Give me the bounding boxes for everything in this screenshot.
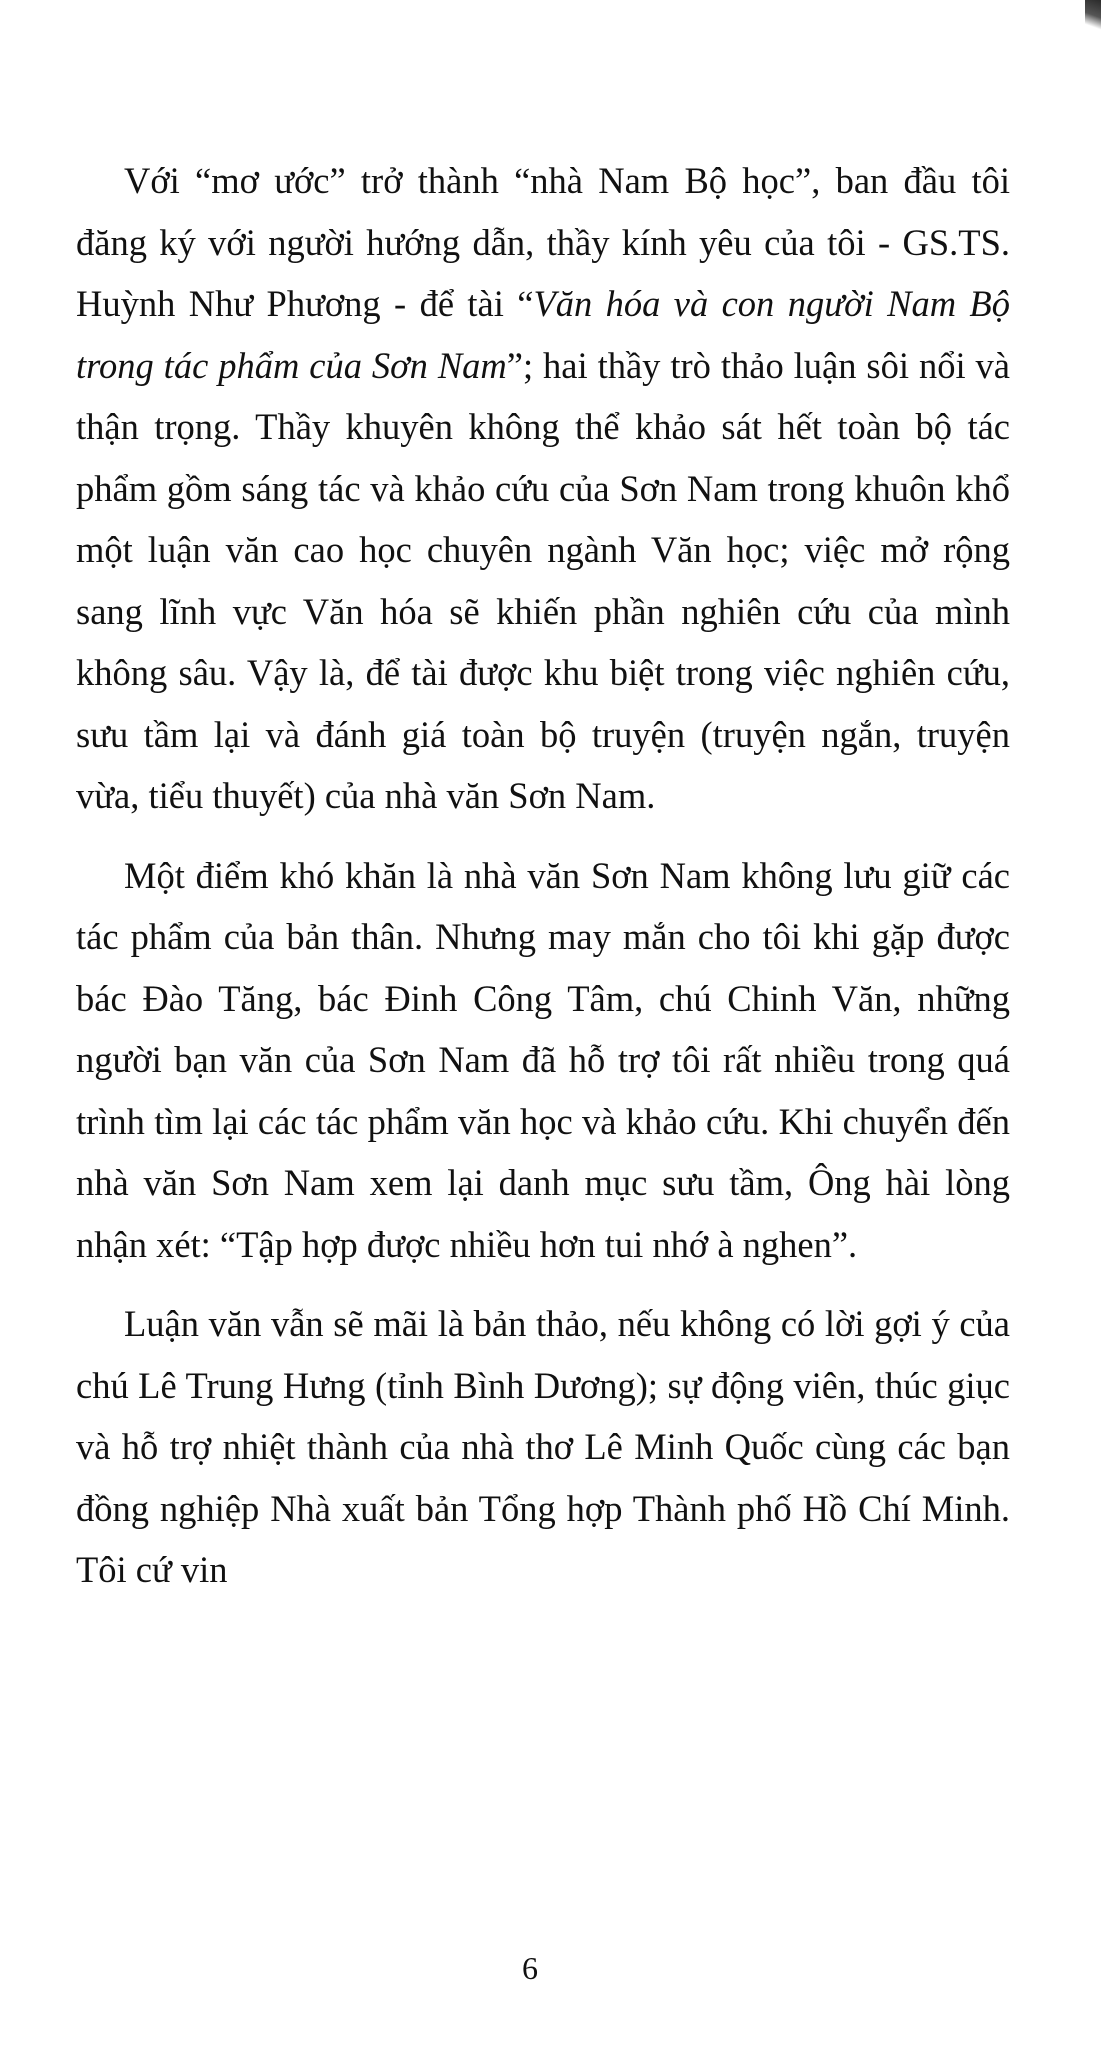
- paragraph-2-segment-1: Một điểm khó khăn là nhà văn Sơn Nam không lưu giữ các tác phẩm của bản thân. Nhưng may mắn cho tôi khi gặp được bác Đào Tăng, bác Đinh Công Tâm, chú Chinh Văn, những người bạn văn của Sơn Nam đã hỗ trợ tôi rất nhiều trong quá trình tìm lại các tác phẩm văn học và khảo cứu. Khi chuyển đến nhà văn Sơn Nam xem lại danh mục sưu tầm, Ông hài lòng nhận xét: “Tập hợp được nhiều hơn tui nhớ à nghen”.: [76, 854, 1010, 1265]
- paragraph-1: [76, 150, 1010, 827]
- paragraph-3: [76, 1293, 1010, 1601]
- paragraph-2: [76, 845, 1010, 1276]
- paragraph-3-segment-1: Luận văn vẫn sẽ mãi là bản thảo, nếu không có lời gợi ý của chú Lê Trung Hưng (tỉnh Bình Dương); sự động viên, thúc giục và hỗ trợ nhiệt thành của nhà thơ Lê Minh Quốc cùng các bạn đồng nghiệp Nhà xuất bản Tổng hợp Thành phố Hồ Chí Minh. Tôi cứ vin: [76, 1303, 1010, 1590]
- body-text: [76, 150, 1010, 1601]
- paragraph-1-italic-title: Văn hóa và con người Nam Bộ trong tác phẩm của Sơn Nam: [76, 283, 1010, 386]
- page-number: 6: [522, 1950, 538, 1986]
- paragraph-1-segment-1: Với “mơ ước” trở thành “nhà Nam Bộ học”, ban đầu tôi đăng ký với người hướng dẫn, thầy kính yêu của tôi - GS.TS. Huỳnh Như Phương - để tài “: [76, 160, 1010, 324]
- paragraph-1-segment-3: ”; hai thầy trò thảo luận sôi nổi và thận trọng. Thầy khuyên không thể khảo sát hết toàn bộ tác phẩm gồm sáng tác và khảo cứu của Sơn Nam trong khuôn khổ một luận văn cao học chuyên ngành Văn học; việc mở rộng sang lĩnh vực Văn hóa sẽ khiến phần nghiên cứu của mình không sâu. Vậy là, để tài được khu biệt trong việc nghiên cứu, sưu tầm lại và đánh giá toàn bộ truyện (truyện ngắn, truyện vừa, tiểu thuyết) của nhà văn Sơn Nam.: [76, 344, 1010, 816]
- page-corner-shadow: [1085, 0, 1101, 34]
